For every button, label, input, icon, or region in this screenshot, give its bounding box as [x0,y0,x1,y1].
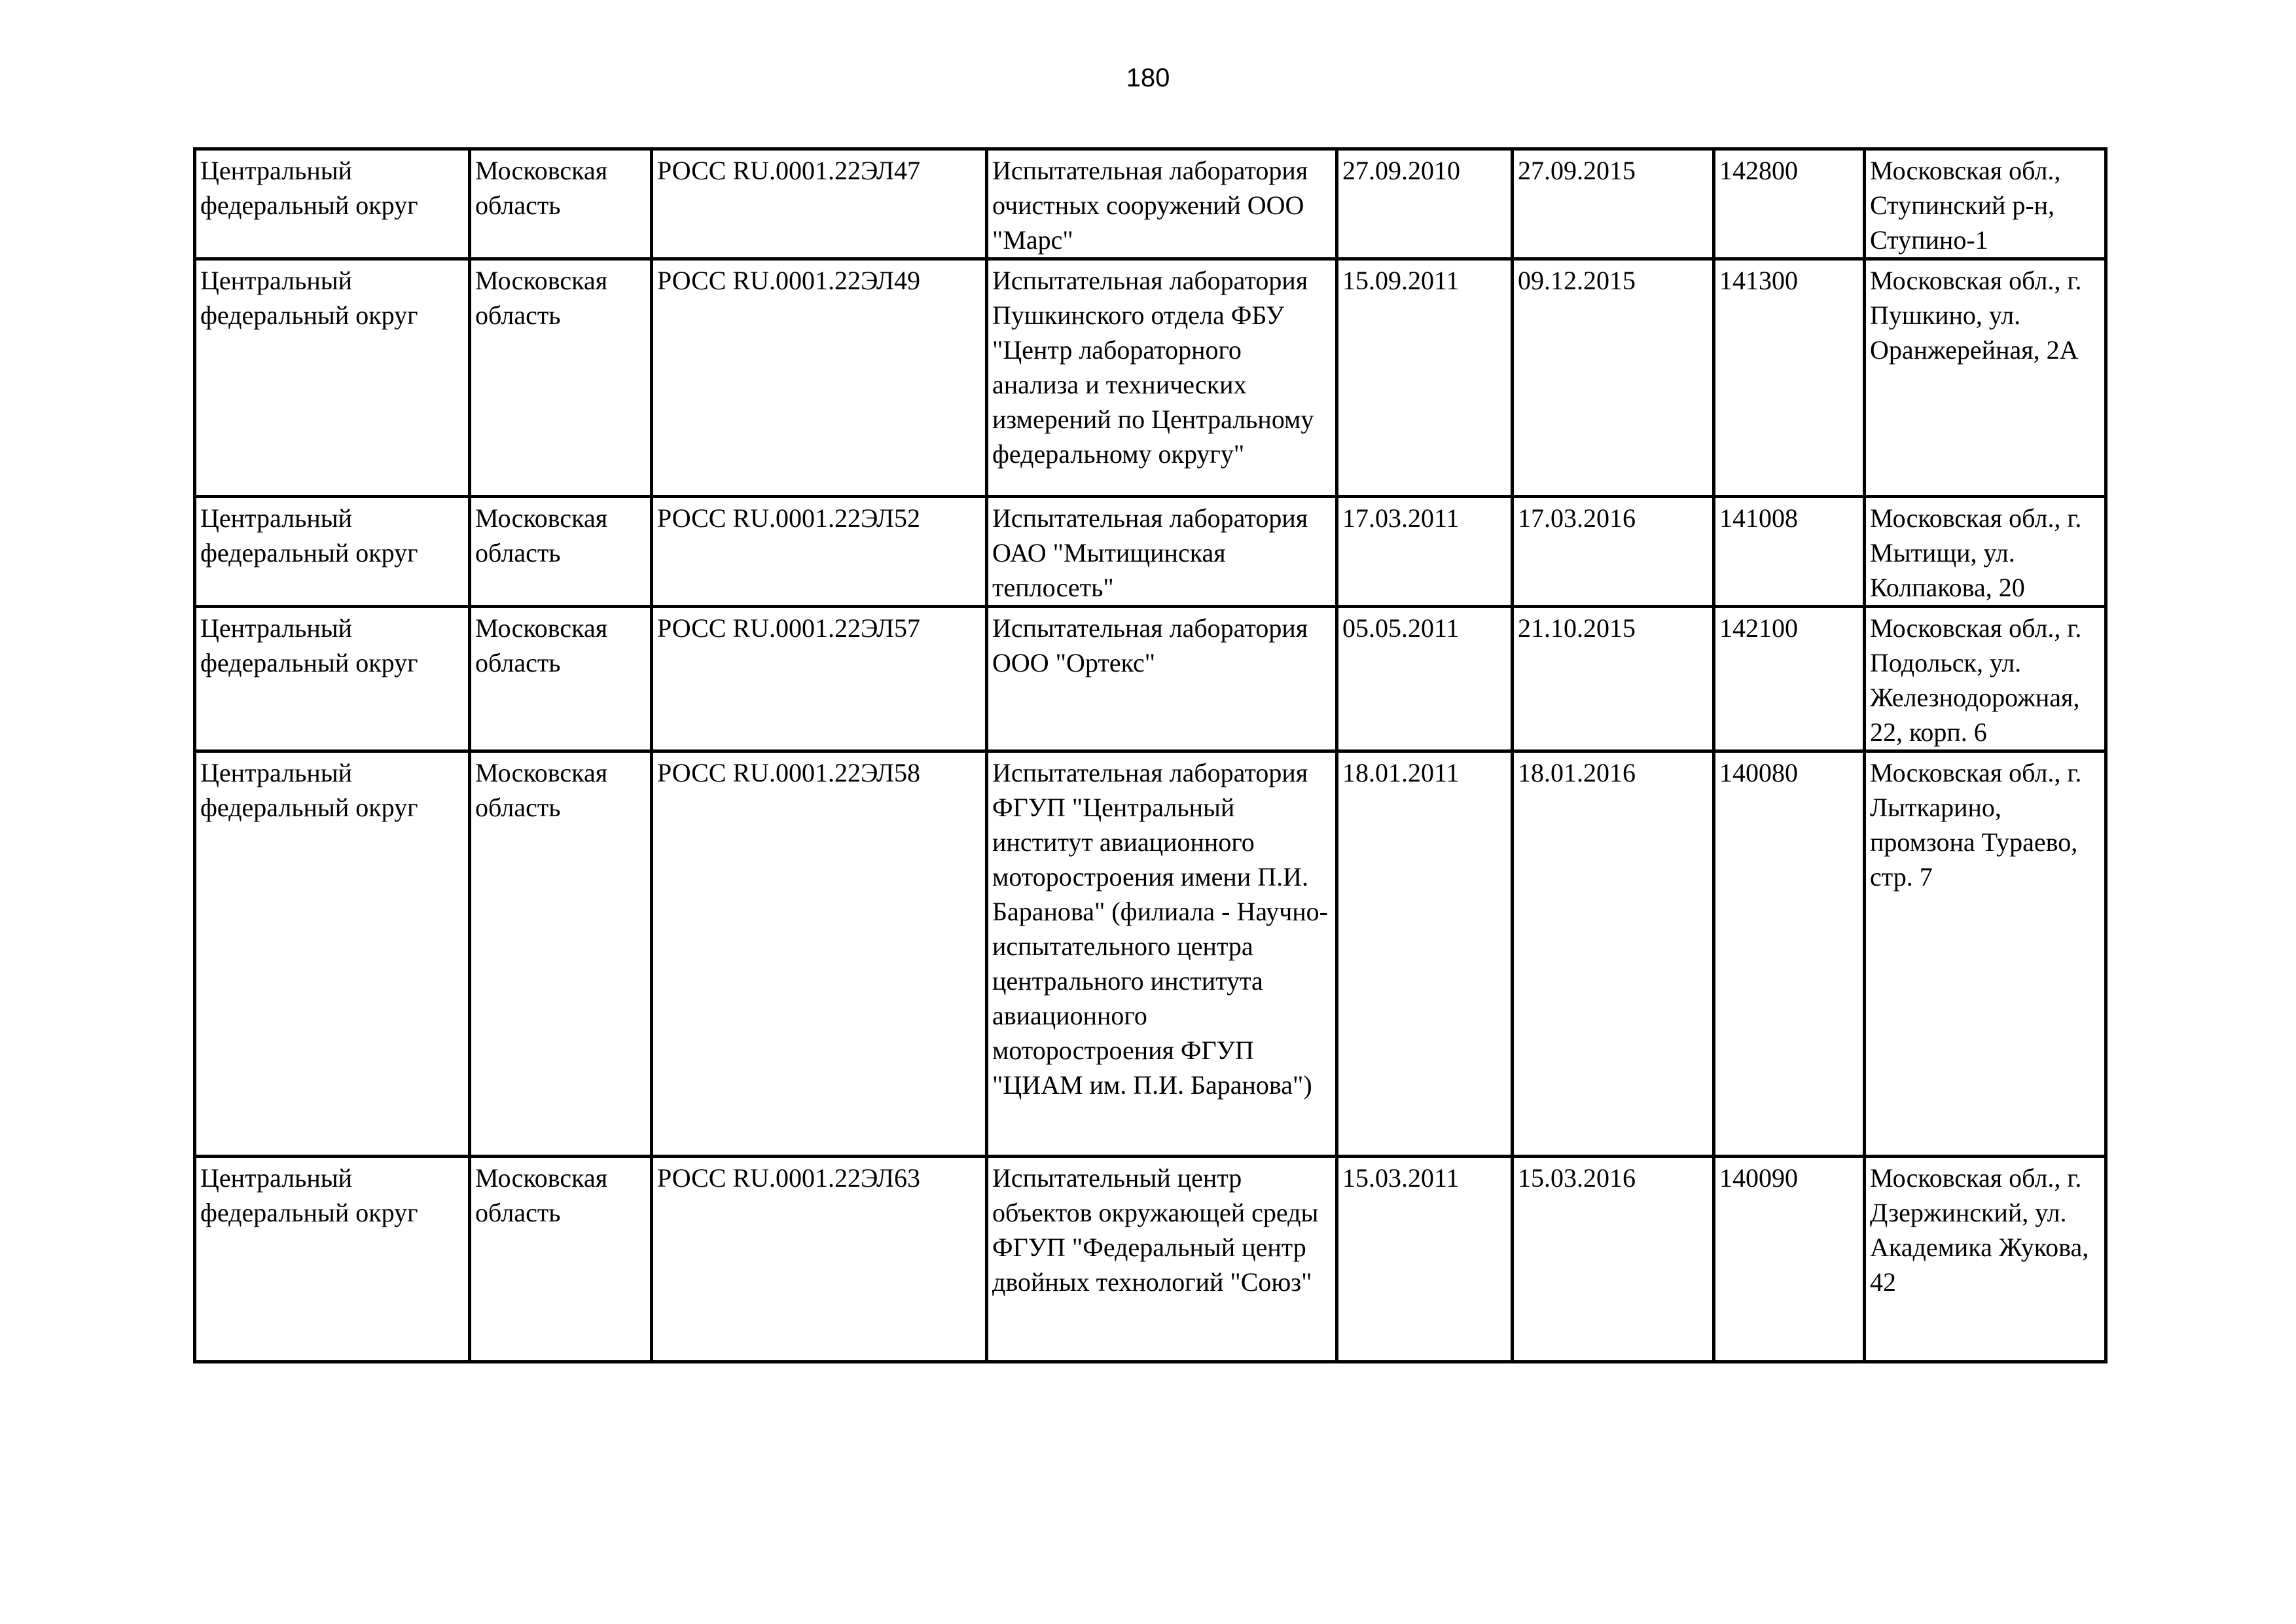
date-valid-cell: 09.12.2015 [1513,259,1714,497]
address-cell: Московская обл., Ступинский р-н, Ступино-1 [1865,149,2106,259]
table-row [195,259,2106,497]
address-cell: Московская обл., г. Пушкино, ул. Оранжерейная, 2А [1865,259,2106,497]
district-cell: Центральный федеральный округ [195,149,470,259]
postcode-cell: 140080 [1714,751,1865,1157]
organization-cell: Испытательная лаборатория Пушкинского отдела ФБУ "Центр лабораторного анализа и технических измерений по Центральному федеральному округу" [987,259,1337,497]
organization-cell: Испытательная лаборатория ФГУП "Центральный институт авиационного моторостроения имени П.И. Баранова" (филиала - Научно-испытательного центра центрального института авиационного моторостроения ФГУП "ЦИАМ им. П.И. Баранова") [987,751,1337,1157]
registry-table [193,147,2108,1363]
address-cell: Московская обл., г. Подольск, ул. Железнодорожная, 22, корп. 6 [1865,607,2106,751]
address-cell: Московская обл., г. Мытищи, ул. Колпакова, 20 [1865,497,2106,607]
organization-cell: Испытательная лаборатория очистных сооружений ООО "Марс" [987,149,1337,259]
address-cell: Московская обл., г. Лыткарино, промзона Тураево, стр. 7 [1865,751,2106,1157]
date-issued-cell: 17.03.2011 [1337,497,1513,607]
reg-number-cell: РОСС RU.0001.22ЭЛ47 [652,149,987,259]
reg-number-cell: РОСС RU.0001.22ЭЛ49 [652,259,987,497]
table-row [195,497,2106,607]
organization-cell: Испытательная лаборатория ООО "Ортекс" [987,607,1337,751]
region-cell: Московская область [470,259,652,497]
date-issued-cell: 27.09.2010 [1337,149,1513,259]
reg-number-cell: РОСС RU.0001.22ЭЛ63 [652,1157,987,1362]
page-number: 180 [1126,63,1170,92]
region-cell: Московская область [470,149,652,259]
postcode-cell: 141008 [1714,497,1865,607]
organization-cell: Испытательный центр объектов окружающей среды ФГУП "Федеральный центр двойных технологий "Союз" [987,1157,1337,1362]
region-cell: Московская область [470,607,652,751]
district-cell: Центральный федеральный округ [195,607,470,751]
district-cell: Центральный федеральный округ [195,259,470,497]
district-cell: Центральный федеральный округ [195,1157,470,1362]
table-row [195,607,2106,751]
address-cell: Московская обл., г. Дзержинский, ул. Академика Жукова, 42 [1865,1157,2106,1362]
reg-number-cell: РОСС RU.0001.22ЭЛ57 [652,607,987,751]
date-issued-cell: 15.09.2011 [1337,259,1513,497]
date-valid-cell: 15.03.2016 [1513,1157,1714,1362]
date-issued-cell: 18.01.2011 [1337,751,1513,1157]
date-valid-cell: 21.10.2015 [1513,607,1714,751]
table-row [195,149,2106,259]
postcode-cell: 141300 [1714,259,1865,497]
date-valid-cell: 18.01.2016 [1513,751,1714,1157]
table-row [195,751,2106,1157]
organization-cell: Испытательная лаборатория ОАО "Мытищинская теплосеть" [987,497,1337,607]
reg-number-cell: РОСС RU.0001.22ЭЛ52 [652,497,987,607]
date-issued-cell: 05.05.2011 [1337,607,1513,751]
table-row [195,1157,2106,1362]
district-cell: Центральный федеральный округ [195,497,470,607]
region-cell: Московская область [470,497,652,607]
region-cell: Московская область [470,751,652,1157]
reg-number-cell: РОСС RU.0001.22ЭЛ58 [652,751,987,1157]
district-cell: Центральный федеральный округ [195,751,470,1157]
date-valid-cell: 17.03.2016 [1513,497,1714,607]
postcode-cell: 140090 [1714,1157,1865,1362]
date-issued-cell: 15.03.2011 [1337,1157,1513,1362]
postcode-cell: 142100 [1714,607,1865,751]
postcode-cell: 142800 [1714,149,1865,259]
date-valid-cell: 27.09.2015 [1513,149,1714,259]
region-cell: Московская область [470,1157,652,1362]
